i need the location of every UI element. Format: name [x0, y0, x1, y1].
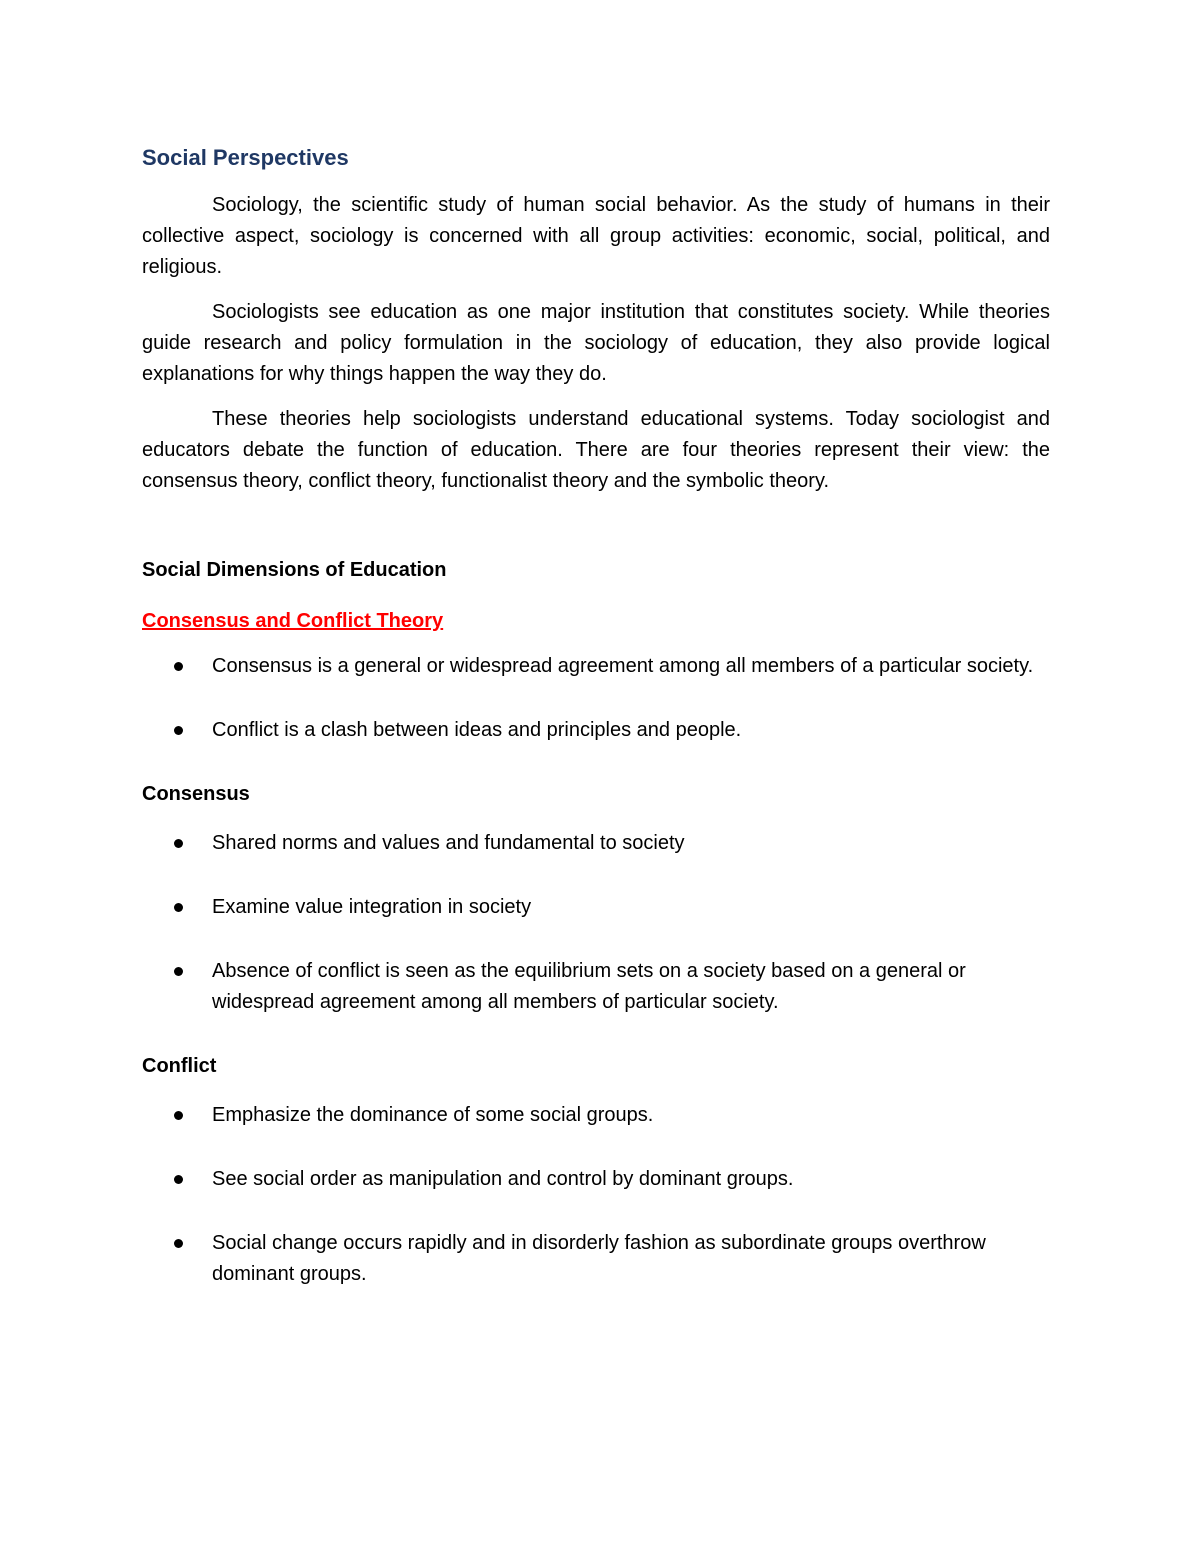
- section-spacer: [142, 511, 1050, 555]
- list-item-text: Absence of conflict is seen as the equilibrium sets on a society based on a general or widespread agreement among all members of particular society.: [212, 960, 966, 1013]
- paragraph-four-theories: These theories help sociologists understand educational systems. Today sociologist and educators debate the function of education. There are four theories represent their view: the consensus theory, conflict theory, functionalist theory and the symbolic theory.: [142, 408, 1050, 492]
- bullet-icon: [174, 1175, 183, 1184]
- consensus-heading: Consensus: [142, 783, 250, 805]
- list-item: [142, 1164, 1050, 1195]
- bullet-icon: [174, 967, 183, 976]
- document-body: [142, 140, 1050, 1323]
- conflict-heading: Conflict: [142, 1055, 217, 1077]
- list-item: [142, 828, 1050, 859]
- subsection-heading-consensus-conflict: Consensus and Conflict Theory: [142, 610, 444, 632]
- list-item: [142, 956, 1050, 1018]
- bullet-icon: [174, 903, 183, 912]
- list-item-text: See social order as manipulation and control by dominant groups.: [212, 1168, 794, 1190]
- section-heading-social-dimensions: Social Dimensions of Education: [142, 559, 447, 581]
- list-item: [142, 1100, 1050, 1131]
- bullet-icon: [174, 1111, 183, 1120]
- list-item-text: Examine value integration in society: [212, 896, 532, 918]
- intro-bullet-list: [142, 651, 1050, 746]
- list-item: [142, 715, 1050, 746]
- list-item: [142, 651, 1050, 682]
- list-item-text: Emphasize the dominance of some social groups.: [212, 1104, 654, 1126]
- paragraph-education-institution: Sociologists see education as one major institution that constitutes society. While theories guide research and policy formulation in the sociology of education, they also provide logical explanations for why things happen the way they do.: [142, 301, 1050, 385]
- list-item-text: Shared norms and values and fundamental to society: [212, 832, 685, 854]
- bullet-icon: [174, 1239, 183, 1248]
- consensus-bullet-list: [142, 828, 1050, 1018]
- bullet-icon: [174, 839, 183, 848]
- list-item: [142, 1228, 1050, 1290]
- list-item-text: Social change occurs rapidly and in disorderly fashion as subordinate groups overthrow dominant groups.: [212, 1232, 986, 1285]
- paragraph-sociology-definition: Sociology, the scientific study of human social behavior. As the study of humans in their collective aspect, sociology is concerned with all group activities: economic, social, political, and religious.: [142, 194, 1050, 278]
- bullet-icon: [174, 662, 183, 671]
- document-title: Social Perspectives: [142, 145, 349, 170]
- list-item: [142, 892, 1050, 923]
- list-item-text: Consensus is a general or widespread agreement among all members of a particular society.: [212, 655, 1034, 677]
- list-item-text: Conflict is a clash between ideas and principles and people.: [212, 719, 742, 741]
- conflict-bullet-list: [142, 1100, 1050, 1290]
- bullet-icon: [174, 726, 183, 735]
